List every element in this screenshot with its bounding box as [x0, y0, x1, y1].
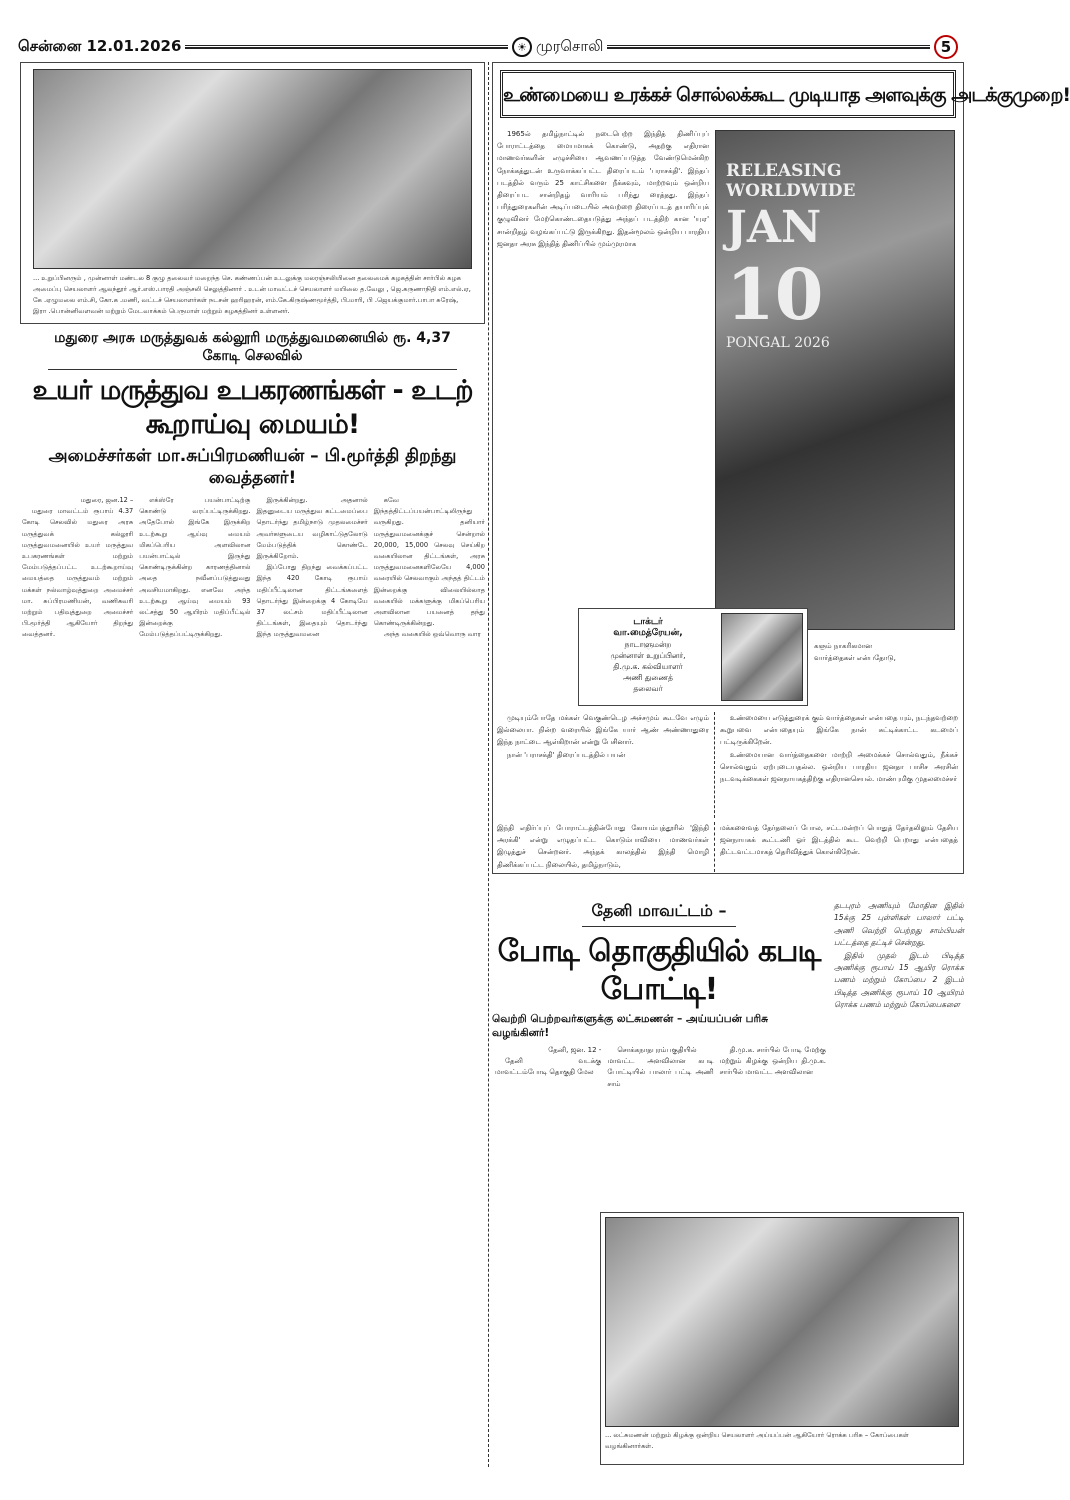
movie-poster	[715, 130, 955, 630]
story1-photo	[33, 69, 472, 269]
text-line: கஞம் நாகரிகமான	[814, 642, 873, 650]
story1	[20, 62, 485, 1466]
story1-photo-box	[20, 62, 485, 324]
story1-column	[22, 495, 133, 1466]
author-name: வா.மைத்ரேயன்,	[613, 628, 683, 638]
paragraph: இருக்கின்றது. அதனால் இதனுடைய மருத்துவ கட்டமைப்பை தொடர்ந்து தமிழ்நாடு முதலமைச்சர் அவர்களுடைய வழிகாட்டுதலோடு மேம்படுத்திக் கொண்டே இருக்கிறோம்.	[256, 496, 368, 561]
paragraph: இந்தி எதிர்ப்புப் போராட்டத்தின்போது கோயம்புத்தூரில் 'இந்தி அரக்கி' என்று எழுதப்பட்ட கொடும்பாவியை மாணவர்கள் இழுத்துச் சென்றனர். அந்தக் காலத்தில் இந்தி மொழி திணிக்கப்பட்ட நிலையில், தமிழ்நாடும்,	[497, 824, 709, 869]
author-info	[579, 609, 717, 705]
city-date: சென்னை 12.01.2026	[18, 37, 182, 55]
column-divider	[488, 62, 489, 1467]
story1-headline: உயர் மருத்துவ உபகரணங்கள் - உடற் கூறாய்வு மையம்!	[32, 375, 473, 440]
story3-body	[492, 1045, 826, 1206]
story2-column	[497, 712, 709, 818]
header-rule	[607, 45, 930, 49]
paragraph: 1965ல் தமிழ்நாட்டில் நடைபெற்ற இந்தித் திணிப்புப் போராட்டத்தை மையமாகக் கொண்டு, அதற்கு எதிரான மாணவர்களின் எழுச்சியை ஆவணப்படுத்த வேண்டுமென்கிற நோக்கத்துடன் உருவாக்கப்பட்ட திரைப்படம் 'பராசக்தி'. இந்தப் படத்தில் வரும் 25 காட்சிகளை நீக்கவும், மாற்றவும் ஒன்றிய திரைப்பட சான்றிதழ் வாரியம் பரிந்து ரைத்தது. இந்தப் பரிந்துரைகளின் அடிப்படையில் அவற்றை திரைப்படத் தயாரிப்புக் குழுவினர் மேற்கொண்டதையடுத்து அந்தப் படத்திற் கான 'யுஏ' சான்றிதழ் வழங்கப்பட்டு இருக்கிறது. இதன்மூலம் ஒன்றிய பாரதிய ஜனதா அரசு இந்தித் திணிப்பில் மும்முரமாக	[497, 130, 709, 248]
paragraph: அந்த வகையில் ஒவ்வொரு வார	[383, 630, 481, 639]
paragraph: முடியும்போதே மக்கள் வெகுண்டெழ அச்சமும் கூடவே எழும் இல்லையா. நின்ற வரையில் இங்கே யார் ஆண் அண்ணாதுரை இந்த நாட்டை ஆள்கிறான் என்று பேசினார்.	[497, 714, 709, 747]
story1-kicker: மதுரை அரசு மருத்துவக் கல்லூரி மருத்துவமனையில் ரூ. 4,37 கோடி செலவில்	[48, 330, 457, 370]
story3-headline: போடி தொகுதியில் கபடி போட்டி!	[497, 934, 821, 1007]
story1-column	[139, 495, 250, 1466]
author-role: முன்னாள் உறுப்பினர்,	[610, 651, 686, 660]
paragraph: மதுரை மாவட்டம் ரூபாய் 4.37 கோடி செலவில் மதுரை அரசு மருத்துவக் கல்லூரி மருத்துவமனையில் உயர் மருத்துவ உபகரணங்கள் மற்றும் மேம்படுத்தப்பட்ட உடற்கூறாய்வு மையத்தை மருத்துவம் மற்றும் மக்கள் நல்வாழ்வுத்துறை அமைச்சர் மா. சுப்பிரமணியன், வணிகவரி மற்றும் பதிவுத்துறை அமைச்சர் பி.மூர்த்தி ஆகியோர் திறந்து வைத்தனர்.	[22, 507, 134, 639]
poster-line: RELEASING	[726, 161, 842, 181]
story3-column	[495, 1045, 601, 1206]
story1-photo-caption: ... உறுப்பினரும் , முன்னாள் மண்டல 8 குழு தலைவர் மறைந்த செ. கண்ணப்பன் உடலுக்கு மலரஞ்சலியினை தலைமைக் கழகத்தின் சார்பில் கழக அமைப்பு செயலாளர் ஆலந்தூர் ஆர்.எஸ்.பாரதி அஞ்சலி செலுத்தினார் . உடன் மாவட்டச் செயலாளர் மயிலை த.வேலு , ஜெ.கருணாநிதி எம்.எல்.ஏ, கே .ஏழுமலை எம்.சி, கோ.க .மணி, வட்டச் செயலாளர்கள் நடசன் ஹரிஹரன், எம்.கே.கிருஷ்ணமூர்த்தி, பி.மாரி, பி .ஜெயக்குமார்.பாபா சுரேஷ், இரா .பொன்னிவளவன் மற்றும் மேடவாக்கம் பெருமாள் மற்றும் கழகத்தினர் உள்ளனர்.	[33, 274, 471, 315]
paragraph: தேனி வடக்கு மாவட்டம்போடி தொகுதி மேல	[495, 1057, 602, 1077]
header-rule	[185, 45, 508, 49]
paragraph: மக்களைவத் தேர்தலைப் போல, சட்டமன்றப் பொதுத் தேர்தலிலும் தேசிய ஜனநாயகக் கூட்டணி ஓர் இடத்தில் கூட வெற்றி பெறாது என்பதைத் திட்டவட்டமாகத் தெரிவித்துக் கொள்கிறேன்.	[720, 824, 958, 857]
story3-kicker: தேனி மாவட்டம் –	[582, 900, 737, 927]
paragraph: மதுரை, ஜன.12 –	[80, 496, 134, 504]
story1-subhead: அமைச்சர்கள் மா.சுப்பிரமணியன் – பி.மூர்த்தி திறந்து வைத்தனர்!	[48, 446, 457, 488]
rising-sun-emblem-icon: ☀	[512, 37, 532, 57]
poster-month: JAN	[726, 202, 822, 253]
story3-photo-box	[600, 1212, 964, 1465]
author-role: தலைவர்	[633, 684, 663, 693]
paragraph: நான் 'பராசக்தி' திரைப்படத்தில் பயன்	[507, 750, 626, 759]
poster-day: 10	[726, 253, 824, 336]
author-role: தி.மு.க. கல்வியாளர்	[613, 662, 683, 671]
story1-body	[20, 495, 485, 1466]
story2-column	[714, 822, 958, 872]
paragraph: சொக்கநாதபுரம்பகுதியில் மாவட்ட அளவிலான கபடி போட்டியில் பாலார் பட்டி அணி சாம்	[607, 1046, 714, 1088]
paragraph: எக்ஸ்ரே பயன்பாட்டிற்கு கொண்டு வரப்பட்டிருக்கிறது. அதேபோல் இங்கே இருக்கிற உடற்கூறு ஆய்வு மையம் மிகப்பெரிய அளவிலான பயன்பாட்டில் இருந்து கொண்டிருக்கின்ற காரணத்தினால் அதை நவீனப்படுத்துவது அவசியமாகிறது. எனவே அந்த உடற்கூறு ஆய்வு மையம் 93 லட்சத்து 50 ஆயிரம் மதிப்பீட்டில் இன்றைக்கு மேம்படுத்தப்பட்டிருக்கிறது.	[139, 496, 251, 639]
author-photo	[721, 613, 803, 701]
paragraph: தி.மு.க. சார்பில் போடி மேற்கு மற்றும் கிழக்கு ஒன்றிய தி.மு.க. சார்பில் மாவட்ட அளவிலான	[719, 1046, 826, 1077]
paragraph: உண்மையான வார்த்தைகளை மாற்றி அமைக்கச் சொல்வதும், நீக்கச் சொல்வதும் ஏற்புடையதல்ல. ஒன்றிய பாரதிய ஜனதா பாசிச அரசின் நடவடிக்கைகள் ஜனநாயகத்திற்கு எதிரானசெயல். மாண்புமிகு முதலமைச்சர்	[720, 750, 958, 784]
story3-column	[607, 1045, 713, 1206]
author-role: அணி துணைத்	[623, 673, 673, 682]
story2-tail	[814, 640, 958, 706]
author-box	[578, 608, 808, 706]
story3-main	[492, 900, 826, 1206]
story1-column	[374, 495, 485, 1466]
poster-line: WORLDWIDE	[726, 181, 856, 201]
story2-headline: உண்மையை உரக்கச் சொல்லக்கூட முடியாத அளவுக்கு அடக்குமுறை!	[500, 70, 956, 118]
author-title: டாக்டர்	[633, 617, 663, 627]
text-line: வார்த்தைகள் என்பதோடு,	[814, 654, 896, 663]
story3-column	[834, 900, 964, 1206]
paper-name: முரசொலி	[535, 37, 604, 55]
page-header	[18, 36, 958, 58]
page-number: 5	[934, 35, 958, 59]
story3-column	[720, 1045, 826, 1206]
paragraph: இதில் முதல் இடம் பிடித்த அணிக்கு ரூபாய் 15 ஆயிர ரொக்க பணம் மற்றும் கோப்பை 2 இடம் பிடித்த அணிக்கு ரூபாய் 10 ஆயிரம் ரொக்க பணம் மற்றும் கோப்பைகளை	[834, 950, 964, 1010]
author-role: நாடாளுமன்ற	[624, 640, 672, 649]
story3-photo	[605, 1217, 959, 1427]
paragraph: தேனி, ஜன. 12 -	[548, 1046, 602, 1054]
story2-column	[497, 822, 709, 872]
paragraph: தடபுரம் அணியும் மோதின இதில் 15க்கு 25 புள்ளிகள் பாலார் பட்டி அணி வெற்றி பெற்றது சாம்பியன் பட்டத்தை தட்டிச் சென்றது.	[834, 901, 964, 948]
paragraph: உண்மையை எடுத்துரைக் கும் வார்த்தைகள் என்பதை யும், நடந்தவற்றை கூறுபவை என்பதையும் இங்கே நான் சுட்டிக்காட்ட கடமைப் பட்டிருக்கிறேன்.	[720, 714, 958, 747]
paragraph: கவே இந்தத்திட்டப்பயன்பாட்டிலிருந்து வருகிறது. தனியார் மருத்துவமனைக்குச் சென்றால் 20,000, 15,000 செலவு செய்கிற வகையிலான திட்டங்கள், அரசு மருத்துவமனைகளிலேயே 4,000 வரையில் செலவாகும் அந்தத் திட்டம் இன்றைக்கு விலையில்லாத வகையில் மக்களுக்கு மிகப்பெரிய அளவிலான பயனைத் தந்து கொண்டிருக்கின்றது.	[373, 496, 485, 628]
story2-column	[497, 128, 709, 598]
story3-subhead: வெற்றி பெற்றவர்களுக்கு லட்சுமணன் – அய்யப்பன் பரிசு வழங்கினர்!	[492, 1013, 769, 1039]
story3-photo-caption: ... லட்சுமணன் மற்றும் கிழக்கு ஒன்றிய செயலாளர் அய்யப்பன் ஆகியோர் ரொக்க பரிசு – கோப்பைகள் வழங்கினார்கள்.	[605, 1431, 909, 1450]
story1-column	[257, 495, 368, 1466]
story2-column	[714, 712, 958, 818]
paragraph: இப்போது திறந்து வைக்கப்பட்ட இந்த 420 கோடி ரூபாய் மதிப்பீட்டிலான திட்டங்களைத் தொடர்ந்து இன்றைக்கு 4 கோடியே 37 லட்சம் மதிப்பீட்டிலான திட்டங்கள், இதையும் தொடர்ந்து இந்த மருத்துவமனை	[256, 563, 368, 639]
poster-event: PONGAL 2026	[726, 335, 830, 351]
